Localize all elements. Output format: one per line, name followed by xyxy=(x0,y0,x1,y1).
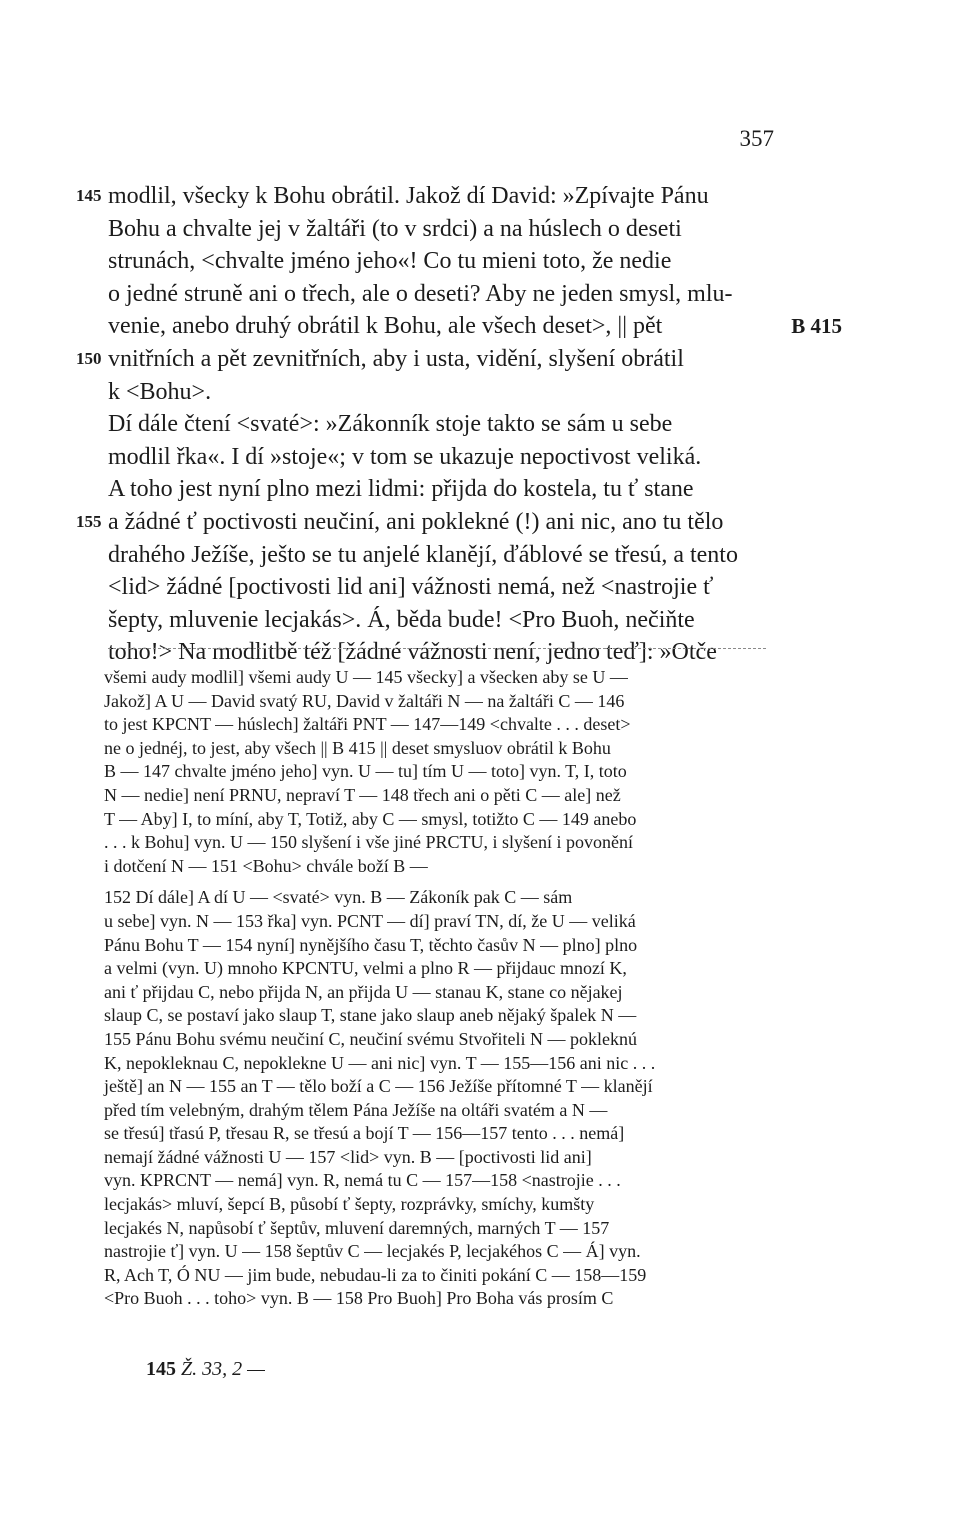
apparatus-line: lecjakás> mluví, šepcí B, působí ť šepty, rozprávky, smíchy, kumšty xyxy=(104,1194,595,1215)
apparatus-line: ještě] an N — 155 an T — tělo boží a C — 156 Ježíše přítomné T — klanějí xyxy=(104,1076,653,1097)
main-text xyxy=(76,180,842,669)
apparatus-line: <Pro Buoh . . . toho> vyn. B — 158 Pro Buoh] Pro Boha vás prosím C xyxy=(104,1288,614,1309)
critical-apparatus xyxy=(104,666,776,1311)
apparatus-line: i dotčení N — 151 <Bohu> chvále boží B — xyxy=(104,855,428,876)
apparatus-line: Pánu Bohu T — 154 nyní] nynějšího času T, těchto časův N — plno] plno xyxy=(104,934,638,955)
line-text: Dí dále čtení <svaté>: »Zákonník stoje takto se sám u sebe xyxy=(108,411,673,438)
apparatus-line: nemají žádné vážnosti U — 157 <lid> vyn. B — [poctivosti lid ani] xyxy=(104,1146,592,1167)
line-text: venie, anebo druhý obrátil k Bohu, ale všech deset>, || pět xyxy=(108,313,663,340)
apparatus-line: nastrojie ť] vyn. U — 158 šeptův C — lecjakés P, lecjakéhos C — Á] vyn. xyxy=(104,1241,641,1262)
text-line xyxy=(108,376,778,409)
line-text: šepty, mluvenie lecjakás>. Á, běda bude! <Pro Buoh, nečiňte xyxy=(108,606,695,633)
apparatus-line: se třesú] třasú P, třesau R, se třesú a bojí T — 156—157 tento . . . nemá] xyxy=(104,1123,625,1144)
apparatus-line: B — 147 chvalte jméno jeho] vyn. U — tu] tím U — toto] vyn. T, I, toto xyxy=(104,761,627,782)
apparatus-line: R, Ach T, Ó NU — jim bude, nebudau-li za to činiti pokání C — 158—159 xyxy=(104,1264,647,1285)
line-text: toho!> Na modlitbě též [žádné vážnosti není, jedno teď]: »Otče xyxy=(108,639,717,666)
line-text: o jedné struně ani o třech, ale o deseti? Aby ne jeden smysl, mlu- xyxy=(108,280,733,307)
text-line xyxy=(108,473,778,506)
line-number: 145 xyxy=(76,186,102,205)
line-text: a žádné ť poctivosti neučiní, ani poklekné (!) ani nic, ano tu tělo xyxy=(108,508,724,535)
apparatus-line: 155 Pánu Bohu svému neučiní C, neučiní svému Stvořiteli N — pokleknú xyxy=(104,1028,637,1049)
line-text: vnitřních a pět zevnitřních, aby i usta, vidění, slyšení obrátil xyxy=(108,345,684,372)
line-text: A toho jest nyní plno mezi lidmi: přijda do kostela, tu ť stane xyxy=(108,476,694,503)
line-text: strunách, <chvalte jméno jeho«! Co tu mieni toto, že nedie xyxy=(108,248,672,275)
text-line xyxy=(76,180,778,213)
apparatus-line: vyn. KPRCNT — nemá] vyn. R, nemá tu C — 157—158 <nastrojie . . . xyxy=(104,1170,621,1191)
text-line xyxy=(108,213,778,246)
text-line xyxy=(108,310,842,343)
line-text: <lid> žádné [poctivosti lid ani] vážnosti nemá, než <nastrojie ť xyxy=(108,574,714,601)
separator-line xyxy=(108,648,766,649)
text-line xyxy=(108,571,778,604)
apparatus-line: K, nepokleknau C, nepoklekne U — ani nic] vyn. T — 155—156 ani nic . . . xyxy=(104,1052,656,1073)
line-number: 150 xyxy=(76,348,102,368)
apparatus-line: lecjakés N, napůsobí ť šeptův, mluvení daremných, marných T — 157 xyxy=(104,1217,610,1238)
line-text: k <Bohu>. xyxy=(108,378,212,405)
text-line xyxy=(108,408,778,441)
apparatus-line: to jest KPCNT — húslech] žaltáři PNT — 147—149 <chvalte . . . deset> xyxy=(104,714,631,735)
margin-reference: B 415 xyxy=(791,314,842,339)
line-text: Bohu a chvalte jej v žaltáři (to v srdci) a na húslech o deseti xyxy=(108,215,682,242)
apparatus-line: u sebe] vyn. N — 153 řka] vyn. PCNT — dí] praví TN, dí, že U — veliká xyxy=(104,910,636,931)
apparatus-line: . . . k Bohu] vyn. U — 150 slyšení i vše jiné PRCTU, i slyšení i povonění xyxy=(104,832,633,853)
page-number: 357 xyxy=(739,126,774,151)
line-number: 155 xyxy=(76,511,102,531)
apparatus-line: ne o jednéj, to jest, aby všech || B 415 || deset smysluov obrátil k Bohu xyxy=(104,737,611,758)
bottom-reference xyxy=(146,1358,265,1381)
apparatus-line: T — Aby] I, to míní, aby T, Totiž, aby C — smysl, totižto C — 149 anebo xyxy=(104,808,637,829)
apparatus-line: ani ť přijdau C, nebo přijda N, an přijda U — stanau K, stane co nějakej xyxy=(104,981,623,1002)
line-text: drahého Ježíše, ješto se tu anjelé klanějí, ďáblové se třesú, a tento xyxy=(108,541,738,568)
text-line xyxy=(108,539,778,572)
apparatus-line: 152 Dí dále] A dí U — <svaté> vyn. B — Zákoník pak C — sám xyxy=(104,887,573,908)
text-line xyxy=(108,604,778,637)
apparatus-line: a velmi (vyn. U) mnoho KPCNTU, velmi a plno R — přijdauc mnozí K, xyxy=(104,958,627,979)
apparatus-line: slaup C, se postaví jako slaup T, stane jako slaup aneb nějaký špalek N — xyxy=(104,1005,637,1026)
apparatus-line: N — nedie] není PRNU, nepraví T — 148 třech ani o pěti C — ale] než xyxy=(104,784,621,805)
text-line xyxy=(76,506,778,539)
bottom-reference-line: 145 xyxy=(146,1358,176,1380)
text-line xyxy=(108,245,778,278)
apparatus-line: před tím velebným, drahým tělem Pána Ježíše na oltáři svatém a N — xyxy=(104,1099,608,1120)
text-line xyxy=(108,636,778,669)
apparatus-line: všemi audy modlil] všemi audy U — 145 všecky] a všecken aby se U — xyxy=(104,667,628,687)
apparatus-line: Jakož] A U — David svatý RU, David v žaltáři N — na žaltáři C — 146 xyxy=(104,690,625,711)
line-text: modlil, všecky k Bohu obrátil. Jakož dí David: »Zpívajte Pánu xyxy=(108,183,709,209)
text-line xyxy=(108,278,778,311)
text-line xyxy=(76,343,778,376)
bottom-reference-source: Ž. 33, 2 — xyxy=(181,1358,265,1380)
text-line xyxy=(108,441,778,474)
line-text: modlil řka«. I dí »stoje«; v tom se ukazuje nepoctivost veliká. xyxy=(108,443,702,470)
